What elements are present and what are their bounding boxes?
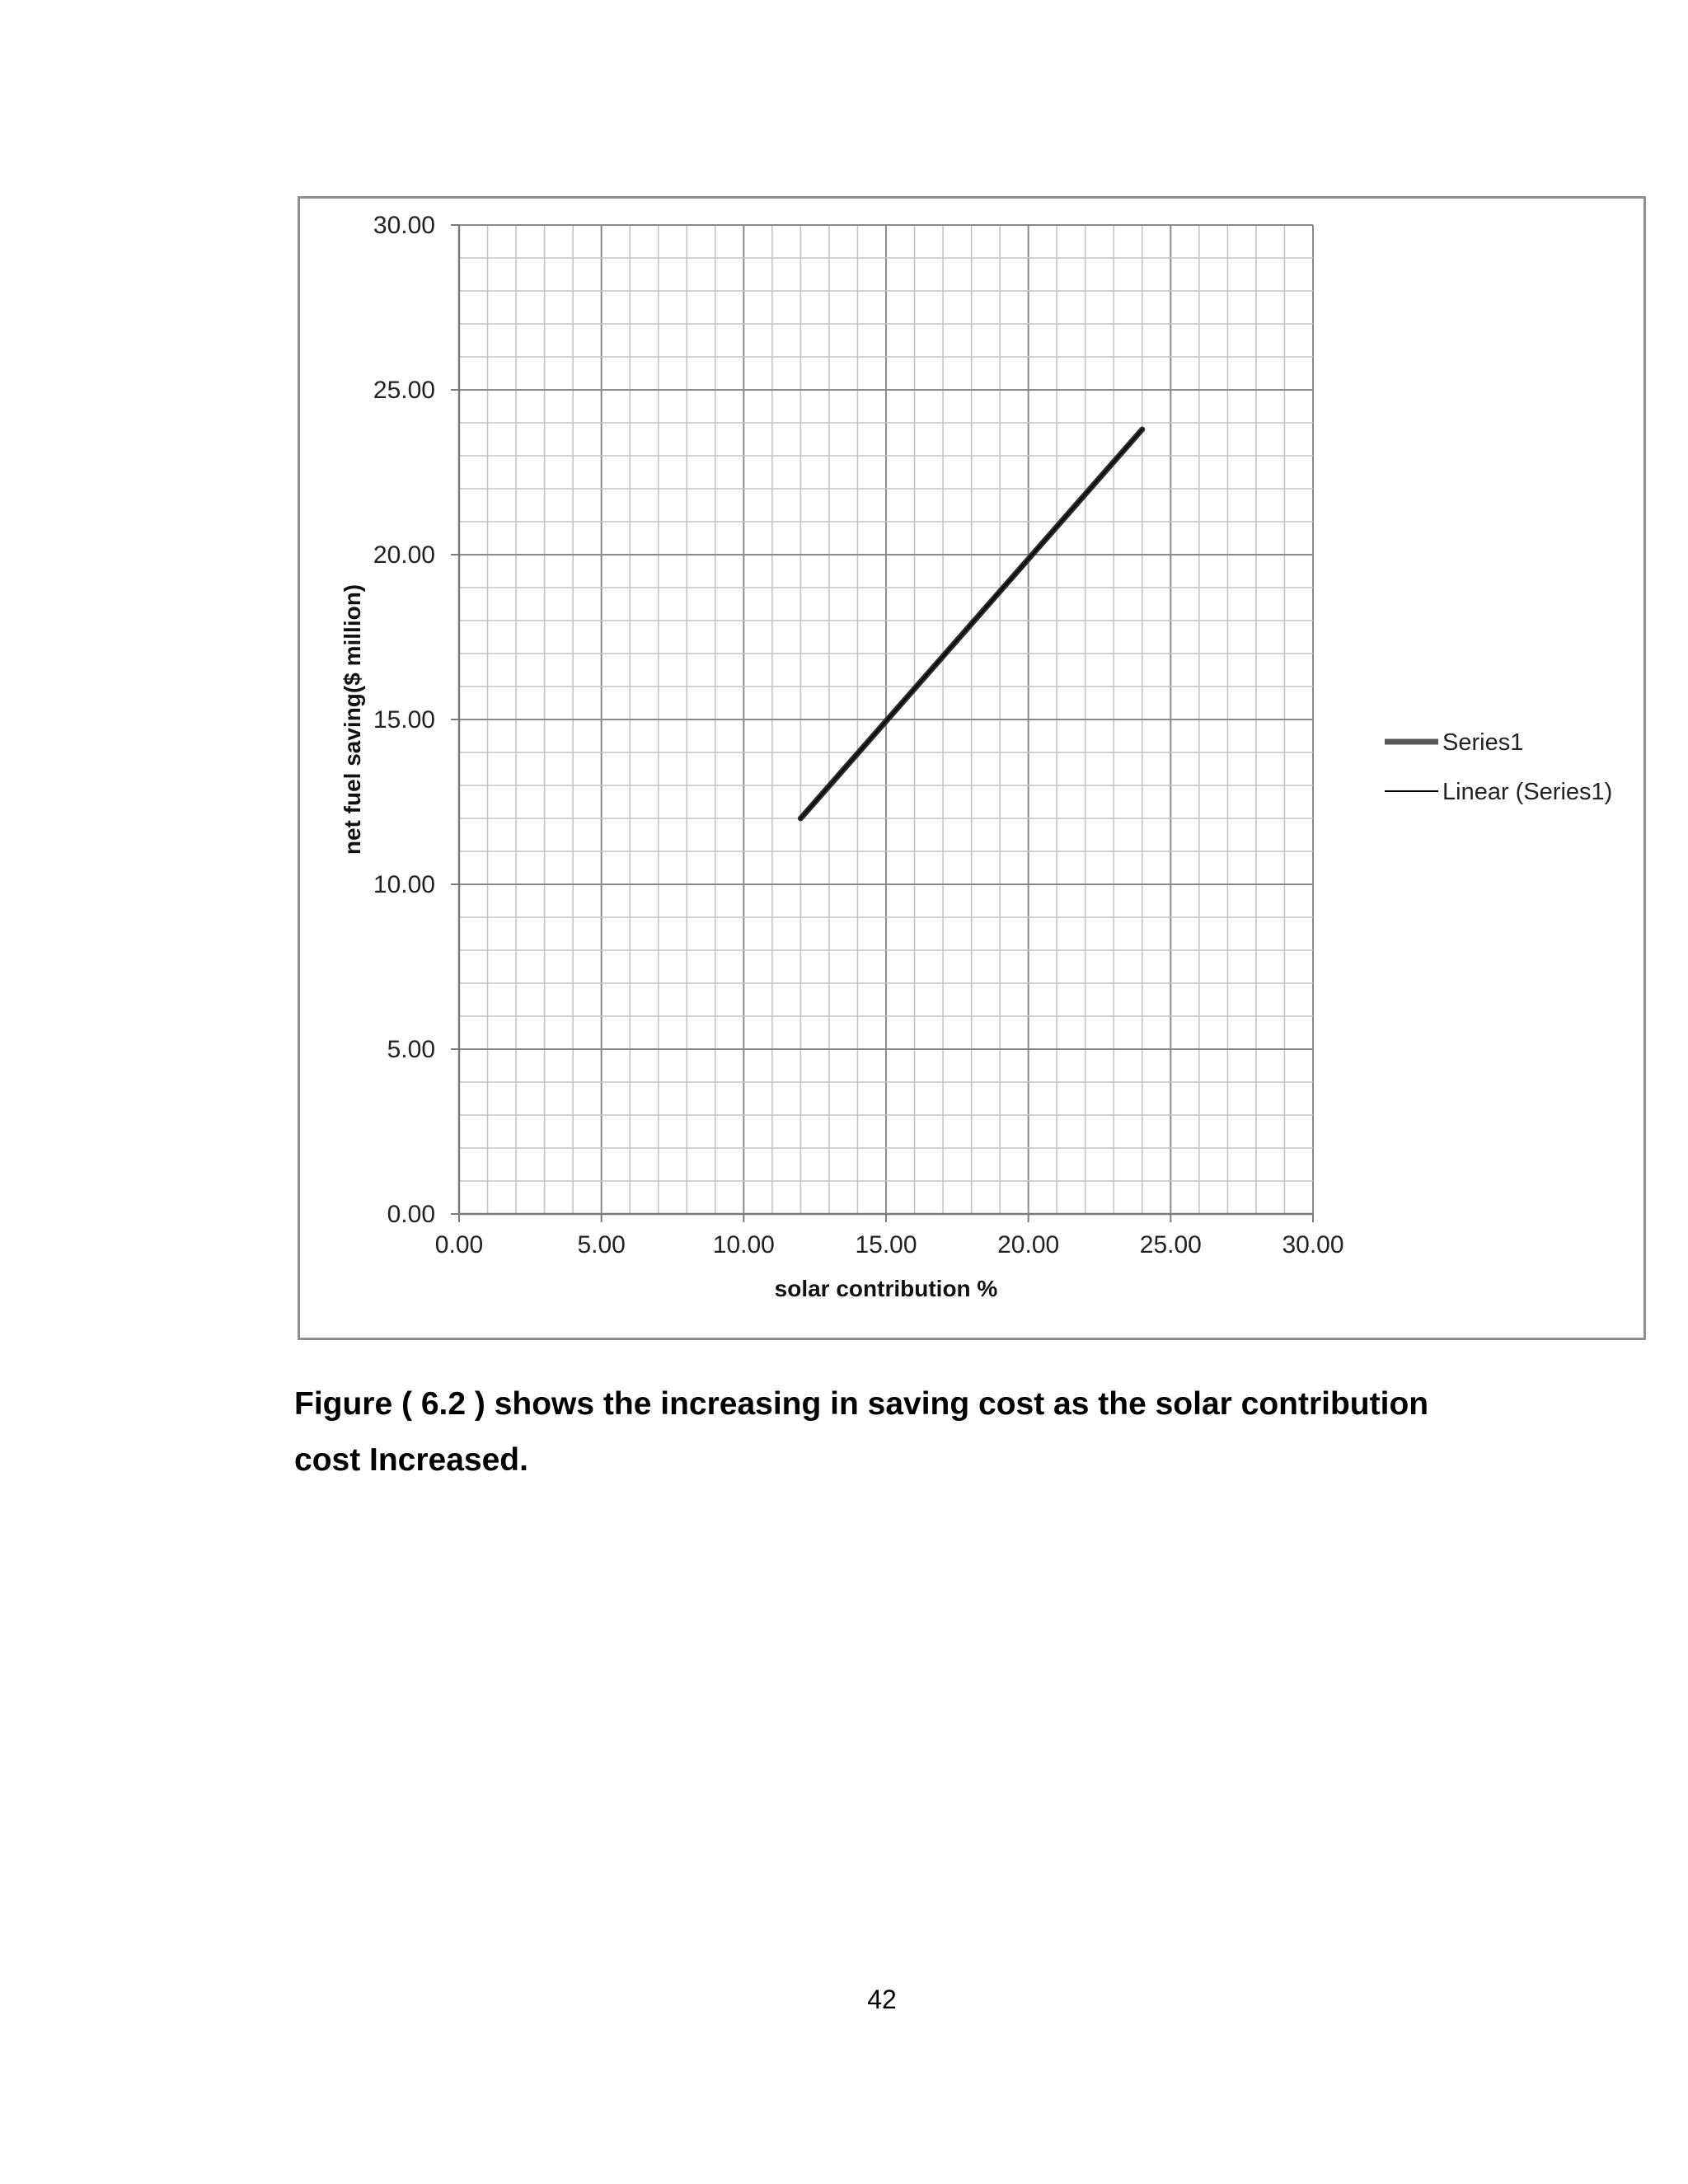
page-number: 42: [867, 1985, 897, 2014]
tick-labels: [373, 212, 1344, 1258]
x-tick-label: 5.00: [577, 1231, 626, 1258]
y-tick-label: 20.00: [373, 541, 435, 569]
x-tick-label: 10.00: [712, 1231, 775, 1258]
y-axis-title: net fuel saving($ million): [340, 583, 365, 855]
figure-caption: Figure ( 6.2 ) shows the increasing in saving cost as the solar contribution cost Increased.: [294, 1386, 1429, 1478]
y-tick-label: 25.00: [373, 377, 435, 404]
x-tick-label: 0.00: [434, 1231, 484, 1258]
x-tick-label: 15.00: [855, 1231, 917, 1258]
y-tick-label: 0.00: [387, 1201, 435, 1228]
x-tick-label: 25.00: [1139, 1231, 1202, 1258]
legend-label: Series1: [1442, 729, 1524, 756]
legend: [1385, 729, 1612, 805]
y-tick-label: 30.00: [373, 212, 435, 239]
y-tick-label: 10.00: [373, 871, 435, 898]
x-tick-label: 30.00: [1282, 1231, 1344, 1258]
y-tick-label: 15.00: [373, 706, 435, 733]
y-tick-label: 5.00: [387, 1036, 435, 1063]
legend-label: Linear (Series1): [1442, 779, 1613, 805]
x-tick-label: 20.00: [997, 1231, 1060, 1258]
x-axis-title: solar contribution %: [774, 1276, 998, 1301]
